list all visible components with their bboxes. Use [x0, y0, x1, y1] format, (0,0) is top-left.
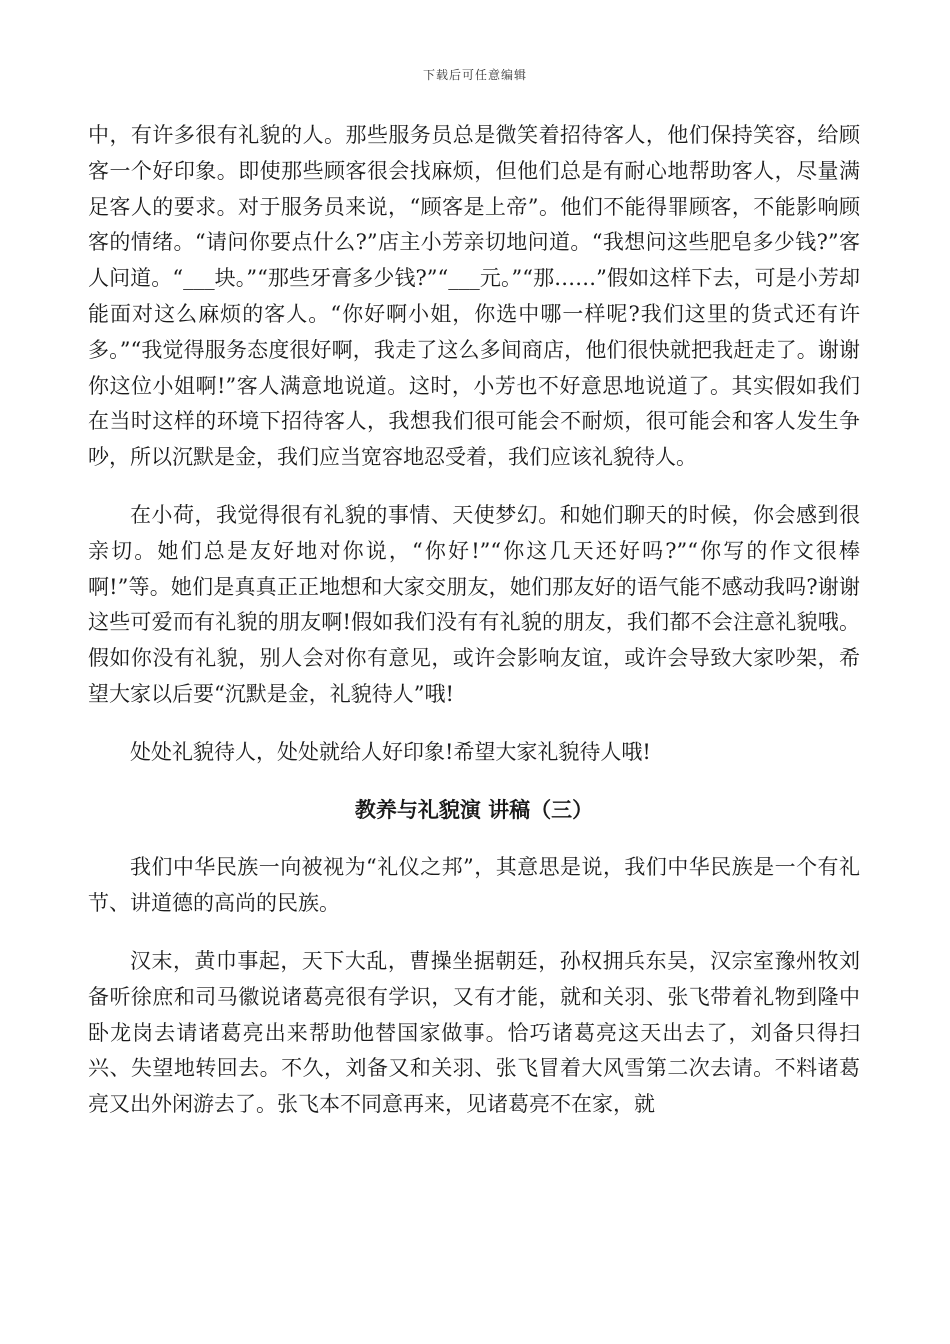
body-paragraph-3: 处处礼貌待人，处处就给人好印象!希望大家礼貌待人哦! — [130, 739, 651, 764]
section-paragraph-2: 汉末，黄巾事起，天下大乱，曹操坐据朝廷，孙权拥兵东吴，汉宗室豫州牧刘备听徐庶和司马徽说诸葛亮很有学识，又有才能，就和关羽、张飞带着礼物到隆中卧龙岗去请诸葛亮出来帮助他替国家做事。恰巧诸葛亮这天出去了，刘备只得扫兴、失望地转回去。不久，刘备又和关羽、张飞冒着大风雪第二次去请。不料诸葛亮又出外闲游去了。张飞本不同意再来，见诸葛亮不在家，就 — [88, 948, 860, 1117]
section-title: 教养与礼貌演 讲稿（三） — [354, 797, 594, 822]
header-note: 下载后可任意编辑 — [422, 68, 527, 82]
document-body — [88, 118, 860, 1123]
body-paragraph-2: 在小荷，我觉得很有礼貌的事情、天使梦幻。和她们聊天的时候，你会感到很亲切。她们总是友好地对你说，“你好!”“你这几天还好吗?”“你写的作文很棒啊!”等。她们是真真正正地想和大家交朋友，她们那友好的语气能不感动我吗?谢谢这些可爱而有礼貌的朋友啊!假如我们没有有礼貌的朋友，我们都不会注意礼貌哦。假如你没有礼貌，别人会对你有意见，或许会影响友谊，或许会导致大家吵架，希望大家以后要“沉默是金，礼貌待人”哦! — [88, 502, 860, 706]
section-paragraph-1: 我们中华民族一向被视为“礼仪之邦”，其意思是说，我们中华民族是一个有礼节、讲道德的高尚的民族。 — [88, 855, 860, 916]
body-paragraph-1: 中，有许多很有礼貌的人。那些服务员总是微笑着招待客人，他们保持笑容，给顾客一个好印象。即使那些顾客很会找麻烦，但他们总是有耐心地帮助客人，尽量满足客人的要求。对于服务员来说，“顾客是上帝”。他们不能得罪顾客，不能影响顾客的情绪。“请问你要点什么?”店主小芳亲切地问道。“我想问这些肥皂多少钱?”客人问道。“___块。”“那些牙膏多少钱?”“___元。”“那……”假如这样下去，可是小芳却能面对这么麻烦的客人。“你好啊小姐，你选中哪一样呢?我们这里的货式还有许多。”“我觉得服务态度很好啊，我走了这么多间商店，他们很快就把我赶走了。谢谢你这位小姐啊!”客人满意地说道。这时，小芳也不好意思地说道了。其实假如我们在当时这样的环境下招待客人，我想我们很可能会不耐烦，很可能会和客人发生争吵，所以沉默是金，我们应当宽容地忍受着，我们应该礼貌待人。 — [88, 123, 860, 470]
